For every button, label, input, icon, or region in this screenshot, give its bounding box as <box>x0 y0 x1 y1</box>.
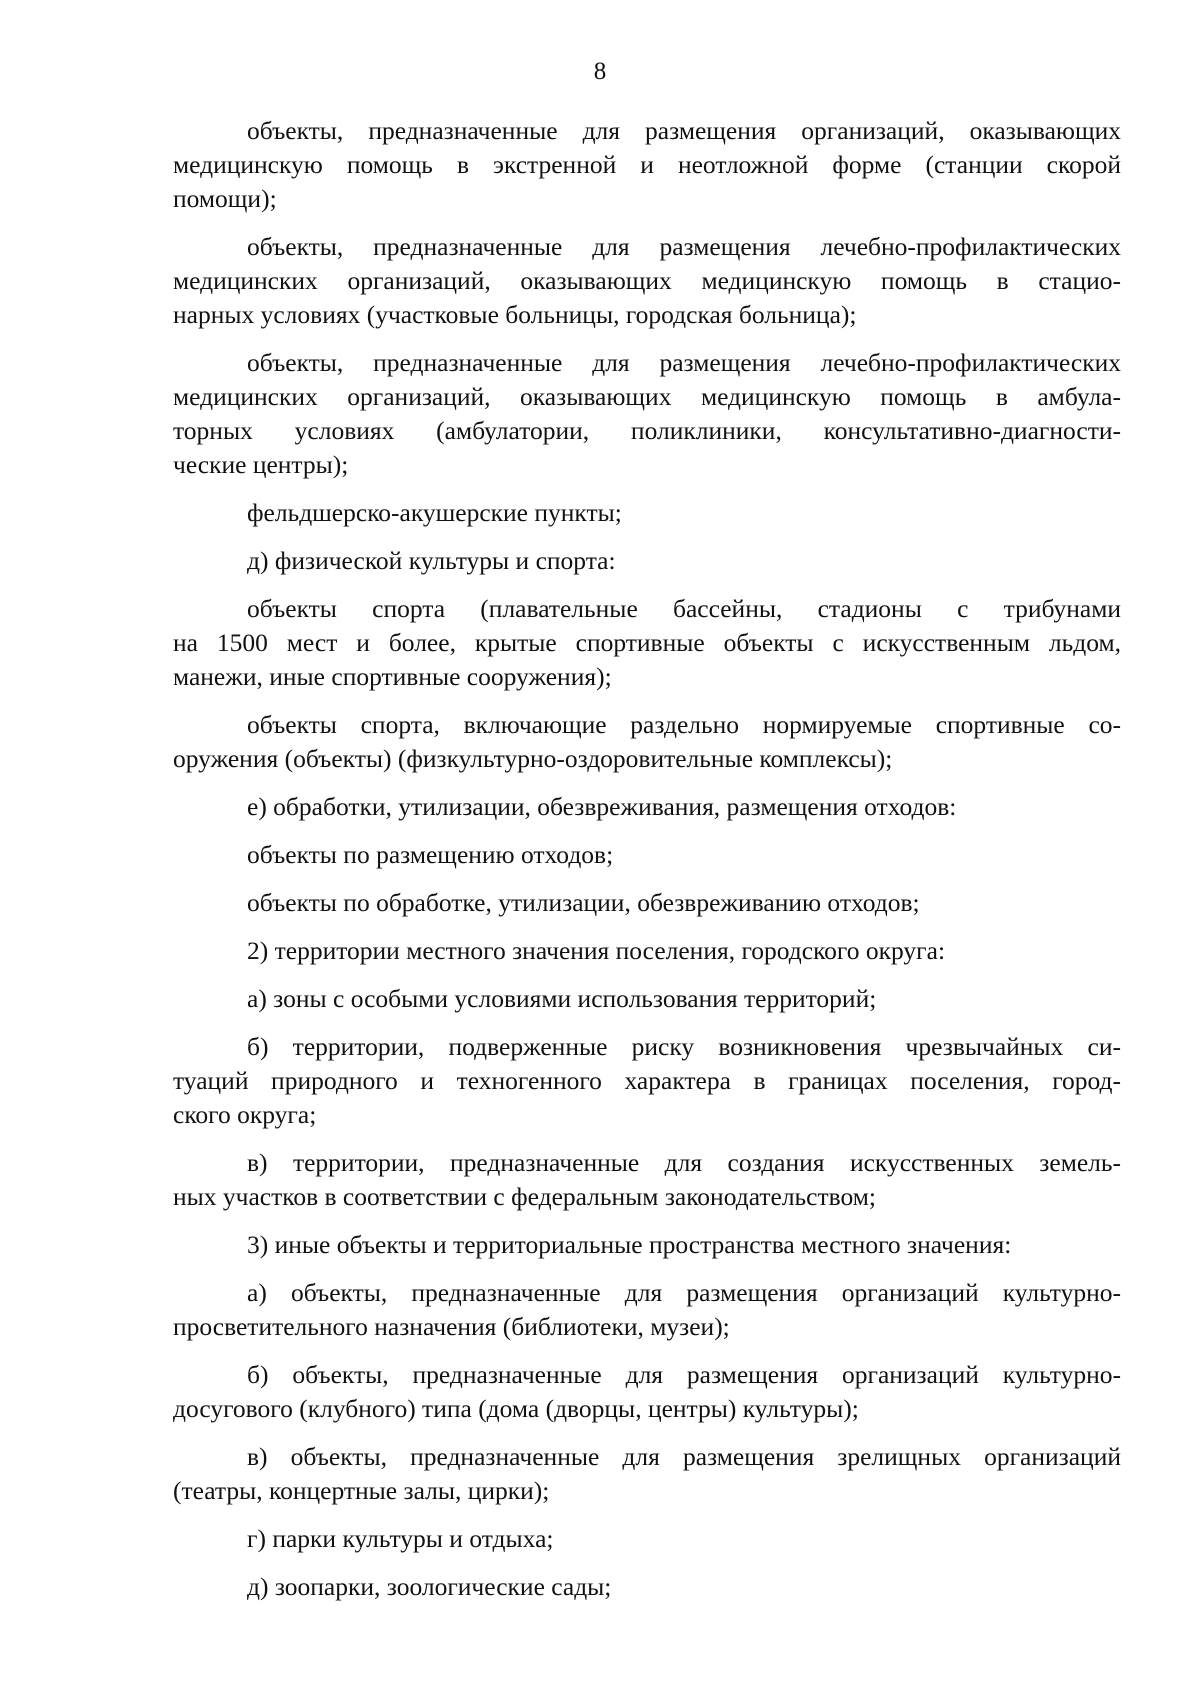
page-number: 8 <box>593 58 607 85</box>
paragraph-line: объекты по обработке, утилизации, обезвреживанию отходов; <box>247 888 920 917</box>
paragraph <box>173 1522 1121 1556</box>
paragraph <box>173 1146 1121 1214</box>
paragraph-line: д) зоопарки, зоологические сады; <box>247 1572 612 1601</box>
paragraph-line: торных условиях (амбулатории, поликлиники, консультативно-диагности- <box>173 416 1121 445</box>
paragraph <box>173 790 1121 824</box>
paragraph-line: е) обработки, утилизации, обезвреживания, размещения отходов: <box>247 792 957 821</box>
paragraph <box>173 346 1121 482</box>
paragraph-line: ского округа; <box>173 1100 317 1129</box>
paragraph-line: фельдшерско-акушерские пункты; <box>247 498 622 527</box>
paragraph-line: в) объекты, предназначенные для размещения зрелищных организаций <box>247 1442 1121 1471</box>
paragraph-line: а) зоны с особыми условиями использования территорий; <box>247 984 877 1013</box>
paragraph <box>173 496 1121 530</box>
paragraph <box>173 592 1121 694</box>
paragraph-line: (театры, концертные залы, цирки); <box>173 1476 550 1505</box>
paragraph-line: б) объекты, предназначенные для размещения организаций культурно- <box>247 1360 1121 1389</box>
paragraph-line: просветительного назначения (библиотеки, музеи); <box>173 1312 730 1341</box>
paragraph <box>173 1358 1121 1426</box>
paragraph <box>173 982 1121 1016</box>
paragraph-line: объекты, предназначенные для размещения лечебно-профилактических <box>247 232 1121 261</box>
paragraph <box>173 1030 1121 1132</box>
paragraph-line: а) объекты, предназначенные для размещения организаций культурно- <box>247 1278 1121 1307</box>
paragraph-line: ческие центры); <box>173 450 349 479</box>
paragraph-line: медицинских организаций, оказывающих медицинскую помощь в амбула- <box>173 382 1121 411</box>
paragraph-line: объекты спорта, включающие раздельно нормируемые спортивные со- <box>247 710 1121 739</box>
paragraph-line: помощи); <box>173 184 277 213</box>
paragraph-line: медицинскую помощь в экстренной и неотложной форме (станции скорой <box>173 150 1121 179</box>
paragraph-line: 3) иные объекты и территориальные пространства местного значения: <box>247 1230 1012 1259</box>
paragraph <box>173 708 1121 776</box>
paragraph-line: б) территории, подверженные риску возникновения чрезвычайных си- <box>247 1032 1121 1061</box>
paragraph-line: туаций природного и техногенного характера в границах поселения, город- <box>173 1066 1121 1095</box>
paragraph-line: досугового (клубного) типа (дома (дворцы, центры) культуры); <box>173 1394 859 1423</box>
paragraph-line: г) парки культуры и отдыха; <box>247 1524 554 1553</box>
paragraph <box>173 1276 1121 1344</box>
paragraph <box>173 934 1121 968</box>
paragraph <box>173 1570 1121 1604</box>
paragraph-line: манежи, иные спортивные сооружения); <box>173 662 612 691</box>
paragraph-line: медицинских организаций, оказывающих медицинскую помощь в стацио- <box>173 266 1121 295</box>
paragraph-line: нарных условиях (участковые больницы, городская больница); <box>173 300 857 329</box>
paragraph <box>173 544 1121 578</box>
paragraph <box>173 1228 1121 1262</box>
paragraph-line: ных участков в соответствии с федеральным законодательством; <box>173 1182 876 1211</box>
paragraph-line: объекты по размещению отходов; <box>247 840 614 869</box>
paragraph-line: оружения (объекты) (физкультурно-оздоровительные комплексы); <box>173 744 893 773</box>
paragraph <box>173 230 1121 332</box>
paragraph-line: на 1500 мест и более, крытые спортивные объекты с искусственным льдом, <box>173 628 1121 657</box>
paragraph <box>173 838 1121 872</box>
paragraph <box>173 886 1121 920</box>
paragraph-line: д) физической культуры и спорта: <box>247 546 616 575</box>
paragraph-line: 2) территории местного значения поселения, городского округа: <box>247 936 946 965</box>
paragraph <box>173 1440 1121 1508</box>
paragraph-line: объекты спорта (плавательные бассейны, стадионы с трибунами <box>247 594 1121 623</box>
paragraph-line: объекты, предназначенные для размещения организаций, оказывающих <box>247 116 1121 145</box>
body-text <box>173 114 1121 1618</box>
paragraph-line: объекты, предназначенные для размещения лечебно-профилактических <box>247 348 1121 377</box>
paragraph <box>173 114 1121 216</box>
paragraph-line: в) территории, предназначенные для создания искусственных земель- <box>247 1148 1121 1177</box>
